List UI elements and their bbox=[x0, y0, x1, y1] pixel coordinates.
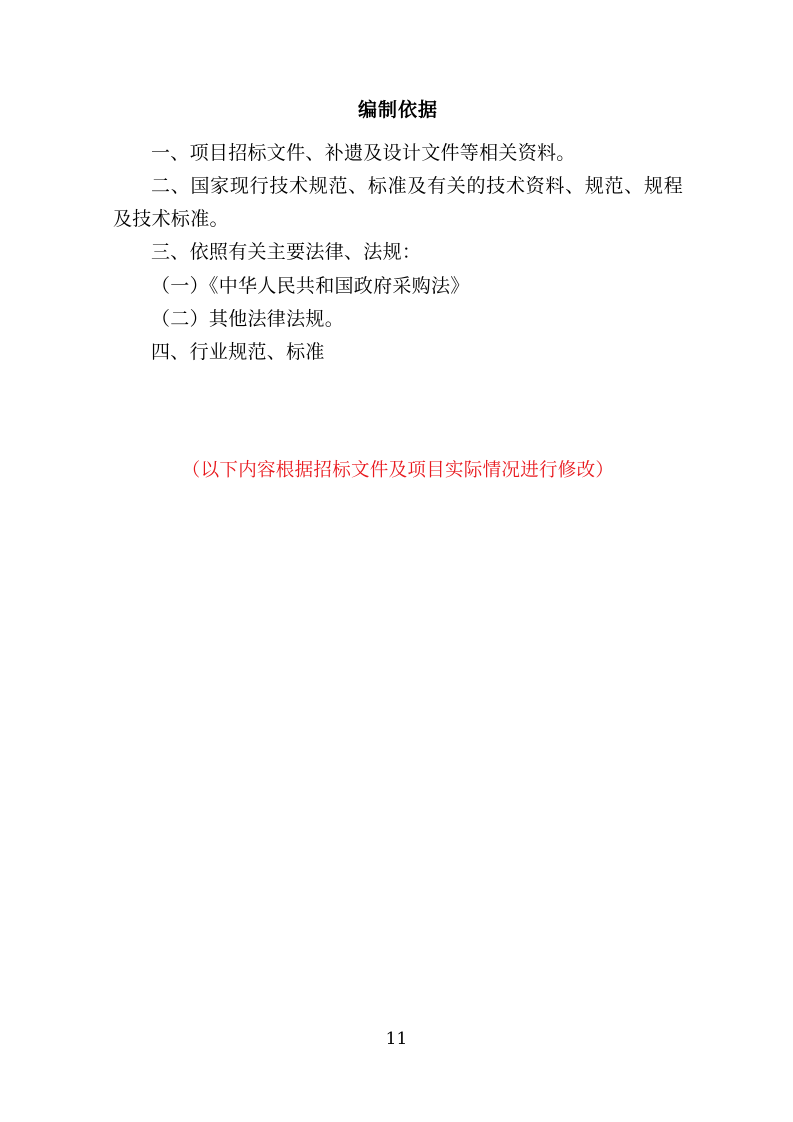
paragraph-3: 三、依照有关主要法律、法规： bbox=[151, 241, 422, 264]
paragraph-1: 一、项目招标文件、补遗及设计文件等相关资料。 bbox=[151, 141, 576, 164]
page-number: 11 bbox=[385, 1029, 408, 1049]
page-title: 编制依据 bbox=[357, 99, 438, 121]
paragraph-5: （二）其他法律法规。 bbox=[151, 307, 345, 330]
vertical-spacer bbox=[113, 369, 683, 455]
paragraph-2: 二、国家现行技术规范、标准及有关的技术资料、规范、规程及技术标准。 bbox=[113, 174, 683, 230]
document-body bbox=[113, 96, 683, 488]
editorial-note: （以下内容根据招标文件及项目实际情况进行修改） bbox=[181, 460, 615, 482]
paragraph-6: 四、行业规范、标准 bbox=[151, 341, 325, 363]
paragraph-4: （一）《中华人民共和国政府采购法》 bbox=[151, 274, 470, 297]
